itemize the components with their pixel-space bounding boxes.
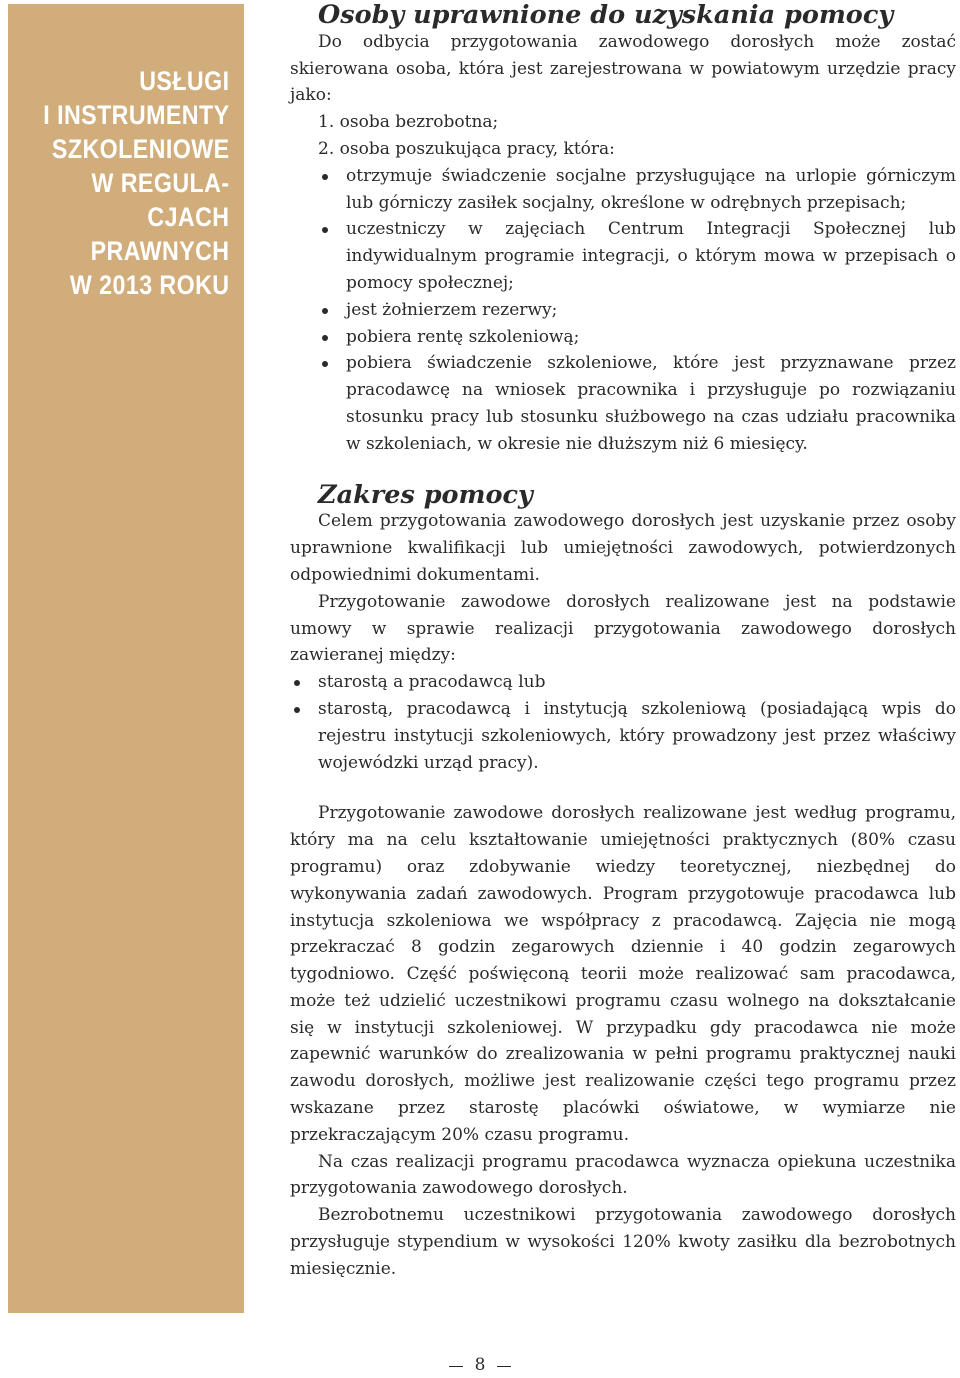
list-item (290, 216, 956, 296)
list-item-text: pobiera świadczenie szkoleniowe, które jest przyznawane przez pracodawcę na wniosek pracownika i przysługuje po rozwiązaniu stosunku pracy lub stosunku służbowego na czas udziału pracownika w szkoleniach, w okresie nie dłuższym niż 6 miesięcy. (346, 353, 956, 454)
list-item-text: uczestniczy w zajęciach Centrum Integracji Społecznej lub indywidualnym programie integracji, o którym mowa w przepisach o pomocy społecznej; (346, 219, 956, 293)
bullet-icon (322, 335, 328, 341)
list-item-text: starostą a pracodawcą lub (318, 672, 546, 693)
numbered-list (290, 109, 956, 163)
spacer (290, 776, 956, 800)
paragraph: Bezrobotnemu uczestnikowi przygotowania zawodowego dorosłych przysługuje stypendium w wysokości 120% kwoty zasiłku dla bezrobotnych miesięcznie. (290, 1205, 956, 1279)
section-eligible-persons (290, 2, 956, 458)
section-scope-of-assistance (290, 479, 956, 777)
dash-decoration (449, 1366, 463, 1368)
bullet-icon (322, 174, 328, 180)
list-item (290, 297, 956, 324)
sidebar-title-line: W 2013 ROKU (70, 270, 230, 300)
main-content (290, 2, 956, 1283)
sidebar-title-line: USŁUGI (139, 66, 230, 96)
bullet-icon (322, 227, 328, 233)
sidebar-title-line: I INSTRUMENTY (43, 100, 230, 130)
sidebar-title-line: CJACH (147, 202, 230, 232)
list-item (290, 324, 956, 351)
list-item: 1. osoba bezrobotna; (318, 112, 499, 133)
section-program (290, 800, 956, 1282)
sidebar-title (44, 64, 230, 302)
sidebar-title-line: SZKOLENIOWE (52, 134, 231, 164)
list-item-text: starostą, pracodawcą i instytucją szkoleniową (posiadającą wpis do rejestru instytucji szkoleniowych, który prowadzony jest przez właściwy wojewódzki urząd pracy). (318, 698, 956, 773)
list-item-text: pobiera rentę szkoleniową; (346, 326, 580, 347)
section-heading: Osoby uprawnione do uzyskania pomocy (318, 0, 894, 30)
list-item (290, 163, 956, 217)
list-item-text: jest żołnierzem rezerwy; (346, 299, 558, 320)
bullet-icon (294, 707, 300, 713)
list-item (290, 350, 956, 457)
list-item-text: otrzymuje świadczenie socjalne przysługujące na urlopie górniczym lub górniczy zasiłek socjalny, określone w odrębnych przepisach; (346, 165, 956, 213)
sidebar-title-line: PRAWNYCH (91, 236, 230, 266)
bullet-list (290, 669, 956, 776)
page-number: 8 (474, 1355, 486, 1375)
paragraph: Do odbycia przygotowania zawodowego dorosłych może zostać skierowana osoba, która jest zarejestrowana w powiatowym urzędzie pracy jako: (290, 31, 956, 106)
sidebar-band (8, 4, 244, 1313)
bullet-list (290, 163, 956, 458)
paragraph: Na czas realizacji programu pracodawca wyznacza opiekuna uczestnika przygotowania zawodowego dorosłych. (290, 1151, 956, 1199)
paragraph: Przygotowanie zawodowe dorosłych realizowane jest na podstawie umowy w sprawie realizacji przygotowania zawodowego dorosłych zawieranej między: (290, 591, 956, 666)
list-item (290, 669, 956, 696)
sidebar-title-line: W REGULA- (91, 168, 230, 198)
bullet-icon (322, 361, 328, 367)
paragraph: Celem przygotowania zawodowego dorosłych jest uzyskanie przez osoby uprawnione kwalifikacji lub umiejętności zawodowych, potwierdzonych odpowiednimi dokumentami. (290, 511, 956, 585)
page-footer (0, 1352, 960, 1378)
section-heading: Zakres pomocy (318, 479, 533, 510)
list-item (290, 696, 956, 776)
bullet-icon (294, 680, 300, 686)
dash-decoration (497, 1366, 511, 1368)
bullet-icon (322, 308, 328, 314)
paragraph: Przygotowanie zawodowe dorosłych realizowane jest według programu, który ma na celu kształtowanie umiejętności praktycznych (80% czasu programu) oraz zdobywanie wiedzy teoretycznej, niezbędnej do wykonywania zadań zawodowych. Program przygotowuje pracodawca lub instytucja szkoleniowa we współpracy z pracodawcą. Zajęcia nie mogą przekraczać 8 godzin zegarowych dziennie i 40 godzin zegarowych tygodniowo. Część poświęconą teorii może realizować sam pracodawca, może też udzielić uczestnikowi programu czasu wolnego na dokształcanie się w instytucji szkoleniowej. W przypadku gdy pracodawca nie może zapewnić warunków do zrealizowania w pełni programu praktycznej nauki zawodu dorosłych, możliwe jest realizowanie części tego programu przez wskazane przez starostę placówki oświatowe, w wymiarze nie przekraczającym 20% czasu programu. (290, 803, 956, 1145)
list-item: 2. osoba poszukująca pracy, która: (318, 138, 615, 159)
spacer (290, 458, 956, 482)
